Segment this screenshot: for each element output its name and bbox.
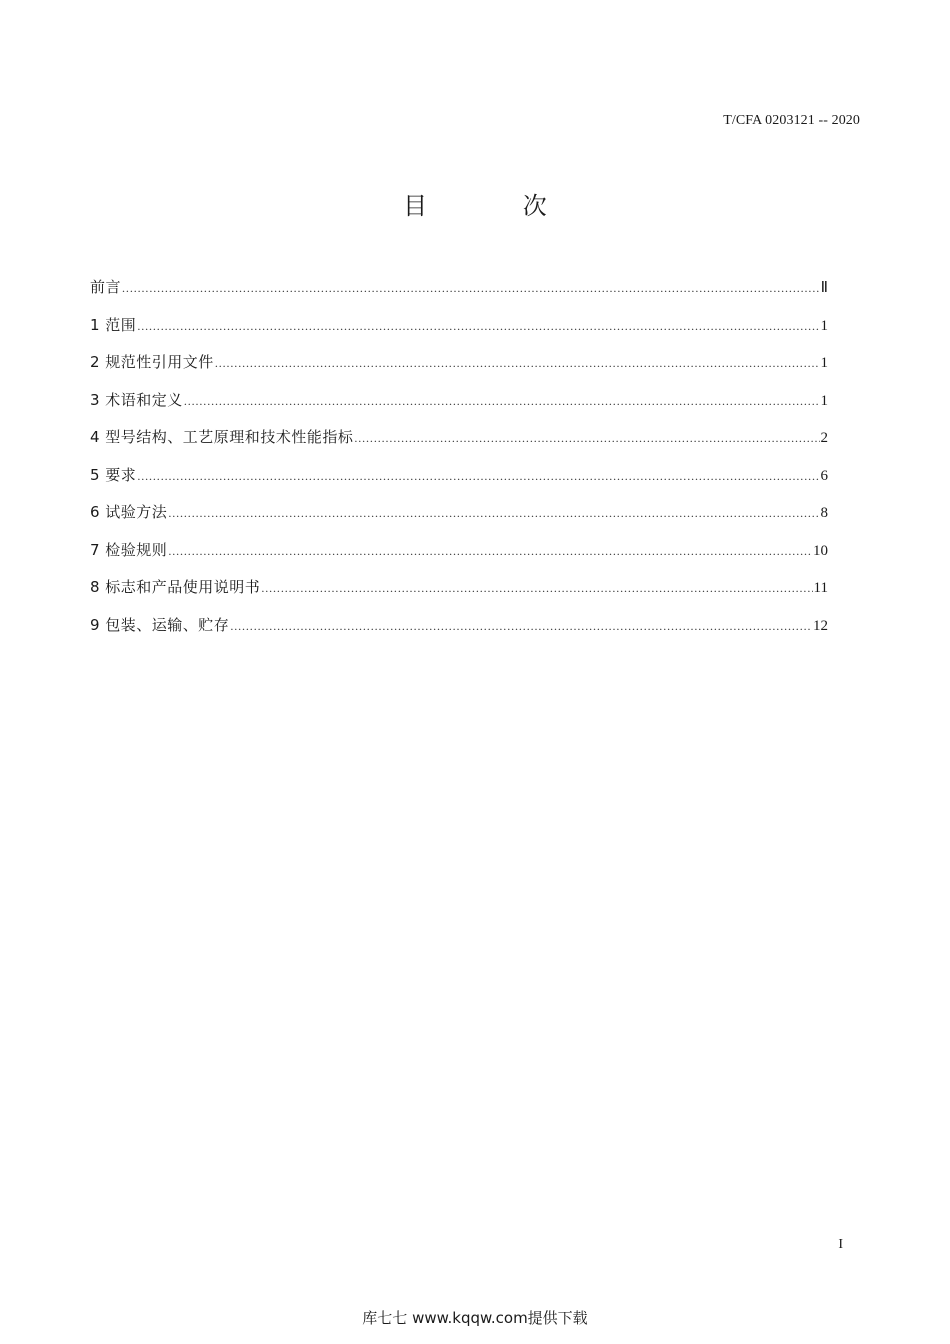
toc-item-label: 9 包装、运输、贮存 — [90, 615, 230, 634]
toc-dot-leader — [215, 356, 820, 371]
toc-item-label: 4 型号结构、工艺原理和技术性能指标 — [90, 428, 354, 446]
toc-dot-leader — [122, 281, 820, 296]
toc-dot-leader — [137, 319, 819, 334]
toc-item-label: 前言 — [90, 278, 122, 296]
toc-item-model-structure[interactable] — [90, 426, 828, 464]
toc-item-terms-definitions[interactable] — [90, 389, 828, 427]
toc-item-page: Ⅱ — [820, 280, 828, 296]
toc-item-label: 6 试验方法 — [90, 503, 168, 521]
toc-item-label: 7 检验规则 — [90, 540, 168, 559]
toc-item-label: 1 范围 — [90, 315, 137, 334]
toc-item-label: 8 标志和产品使用说明书 — [90, 578, 261, 596]
page-number: I — [838, 1237, 843, 1252]
toc-item-marking-manual[interactable] — [90, 576, 828, 614]
toc-item-test-methods[interactable] — [90, 501, 828, 539]
toc-item-packaging-storage[interactable] — [90, 614, 828, 652]
toc-item-foreword[interactable] — [90, 276, 828, 314]
toc-dot-leader — [261, 581, 812, 596]
toc-item-page: 6 — [820, 467, 828, 484]
toc-item-scope[interactable] — [90, 314, 828, 352]
toc-item-label: 2 规范性引用文件 — [90, 353, 214, 371]
toc-item-label: 5 要求 — [90, 465, 137, 484]
toc-item-page: 1 — [820, 317, 828, 334]
toc-item-page: 11 — [813, 580, 828, 596]
toc-dot-leader — [168, 544, 812, 559]
table-of-contents — [90, 276, 828, 651]
toc-item-normative-references[interactable] — [90, 351, 828, 389]
toc-dot-leader — [137, 469, 819, 484]
download-source-note: 库七七 www.kqqw.com提供下载 — [362, 1309, 588, 1327]
toc-item-inspection-rules[interactable] — [90, 539, 828, 577]
toc-dot-leader — [168, 506, 819, 521]
toc-dot-leader — [354, 431, 819, 446]
toc-title: 目 次 — [403, 192, 591, 220]
toc-item-requirements[interactable] — [90, 464, 828, 502]
toc-item-page: 1 — [820, 392, 828, 409]
toc-dot-leader — [230, 619, 812, 634]
toc-item-page: 8 — [820, 505, 828, 521]
document-code: T/CFA 0203121 -- 2020 — [723, 113, 860, 128]
toc-item-page: 2 — [820, 430, 828, 446]
toc-item-page: 12 — [813, 617, 828, 634]
toc-item-label: 3 术语和定义 — [90, 390, 183, 409]
toc-item-page: 1 — [820, 355, 828, 371]
toc-dot-leader — [184, 394, 820, 409]
toc-item-page: 10 — [813, 542, 828, 559]
